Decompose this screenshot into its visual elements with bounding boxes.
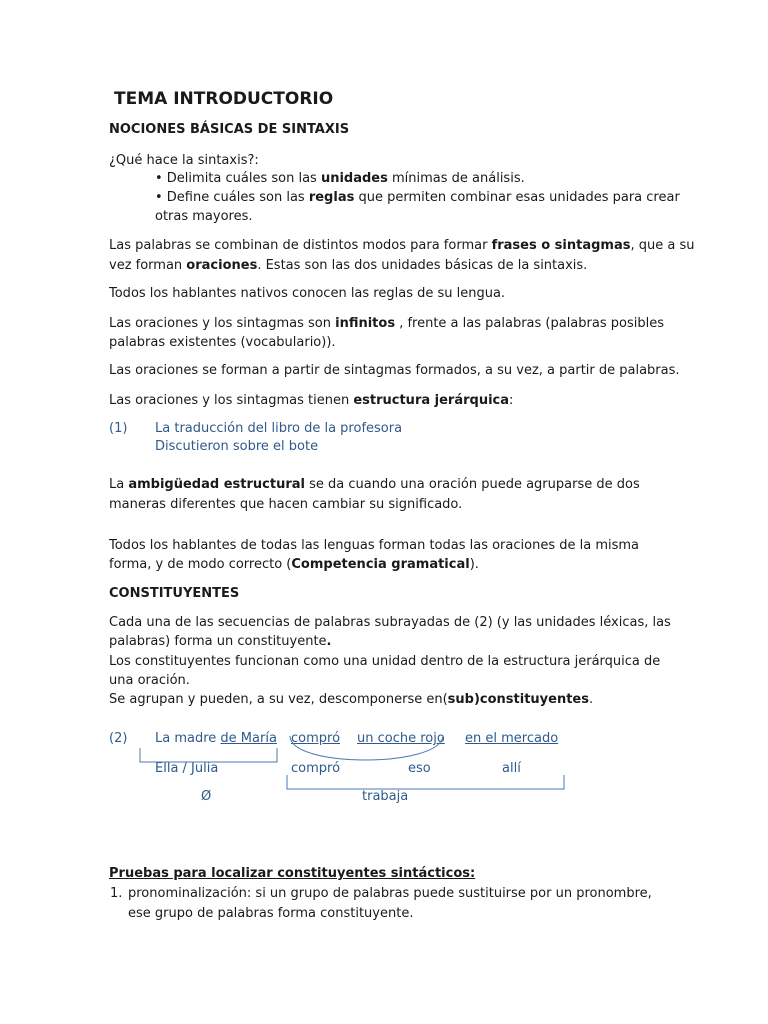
section-heading-constituyentes: CONSTITUYENTES [109, 586, 240, 601]
paragraph-constituyente-2: Los constituyentes funcionan como una unidad dentro de la estructura jerárquica de [109, 654, 661, 669]
paragraph-jerarquica: Las oraciones y los sintagmas tienen estructura jerárquica: [109, 393, 514, 408]
paragraph-infinitos-line2: palabras existentes (vocabulario)). [109, 335, 336, 350]
bullet-unidades: • Delimita cuáles son las unidades mínimas de análisis. [155, 171, 525, 186]
paragraph-constituyente-1: Cada una de las secuencias de palabras subrayadas de (2) (y las unidades léxicas, las [109, 615, 671, 630]
verb-object-arc [290, 736, 443, 760]
paragraph-sintagmas: Las palabras se combinan de distintos modos para formar frases o sintagmas, que a su [109, 238, 695, 253]
section-heading-pruebas: Pruebas para localizar constituyentes sintácticos: [109, 866, 476, 881]
paragraph-formacion: Las oraciones se forman a partir de sintagmas formados, a su vez, a partir de palabras. [109, 363, 680, 378]
subject-bracket [140, 748, 277, 762]
example-2-row2-object: eso [408, 761, 431, 776]
list-item-number: 1. [110, 886, 123, 901]
paragraph-ambiguedad-line2: maneras diferentes que hacen cambiar su significado. [109, 497, 463, 512]
example-2-row2-subject: Ella / Julia [155, 761, 219, 776]
paragraph-subconstituyentes: Se agrupan y pueden, a su vez, descomponerse en(sub)constituyentes. [109, 692, 594, 707]
predicate-bracket [287, 775, 564, 789]
paragraph-sintagmas-line2: vez forman oraciones. Estas son las dos unidades básicas de la sintaxis. [109, 258, 588, 273]
example-2-number: (2) [109, 731, 128, 746]
paragraph-competencia: Todos los hablantes de todas las lenguas forman todas las oraciones de la misma [109, 538, 639, 553]
example-2-row2-place: allí [502, 761, 521, 776]
paragraph-ambiguedad: La ambigüedad estructural se da cuando una oración puede agruparse de dos [109, 477, 640, 492]
section-heading-nociones: NOCIONES BÁSICAS DE SINTAXIS [109, 122, 350, 137]
list-item-pronominalizacion-line2: ese grupo de palabras forma constituyente. [128, 906, 414, 921]
example-2-row3-predicate: trabaja [362, 789, 409, 804]
bullet-reglas-line2: otras mayores. [155, 209, 253, 224]
example-2-subject: La madre de María [155, 731, 277, 746]
bullet-reglas: • Define cuáles son las reglas que permiten combinar esas unidades para crear [155, 190, 680, 205]
example-1-line2: Discutieron sobre el bote [155, 439, 319, 454]
example-1-line1: La traducción del libro de la profesora [155, 421, 403, 436]
example-2-place: en el mercado [465, 731, 559, 746]
paragraph-hablantes: Todos los hablantes nativos conocen las reglas de su lengua. [109, 286, 506, 301]
example-2-row2-verb: compró [291, 761, 341, 776]
list-item-pronominalizacion: pronominalización: si un grupo de palabras puede sustituirse por un pronombre, [128, 886, 652, 901]
paragraph-constituyente-2-line2: una oración. [109, 673, 190, 688]
paragraph-competencia-line2: forma, y de modo correcto (Competencia gramatical). [109, 557, 479, 572]
question-text: ¿Qué hace la sintaxis?: [109, 153, 259, 168]
example-2-row3-empty-subject: Ø [201, 789, 212, 804]
example-1-number: (1) [109, 421, 128, 436]
example-2-object: un coche rojo [357, 731, 445, 746]
paragraph-constituyente-1-line2: palabras) forma un constituyente. [109, 634, 332, 649]
paragraph-infinitos: Las oraciones y los sintagmas son infinitos , frente a las palabras (palabras posibles [109, 316, 664, 331]
page-title: TEMA INTRODUCTORIO [114, 89, 334, 109]
example-2-verb: compró [291, 731, 341, 746]
